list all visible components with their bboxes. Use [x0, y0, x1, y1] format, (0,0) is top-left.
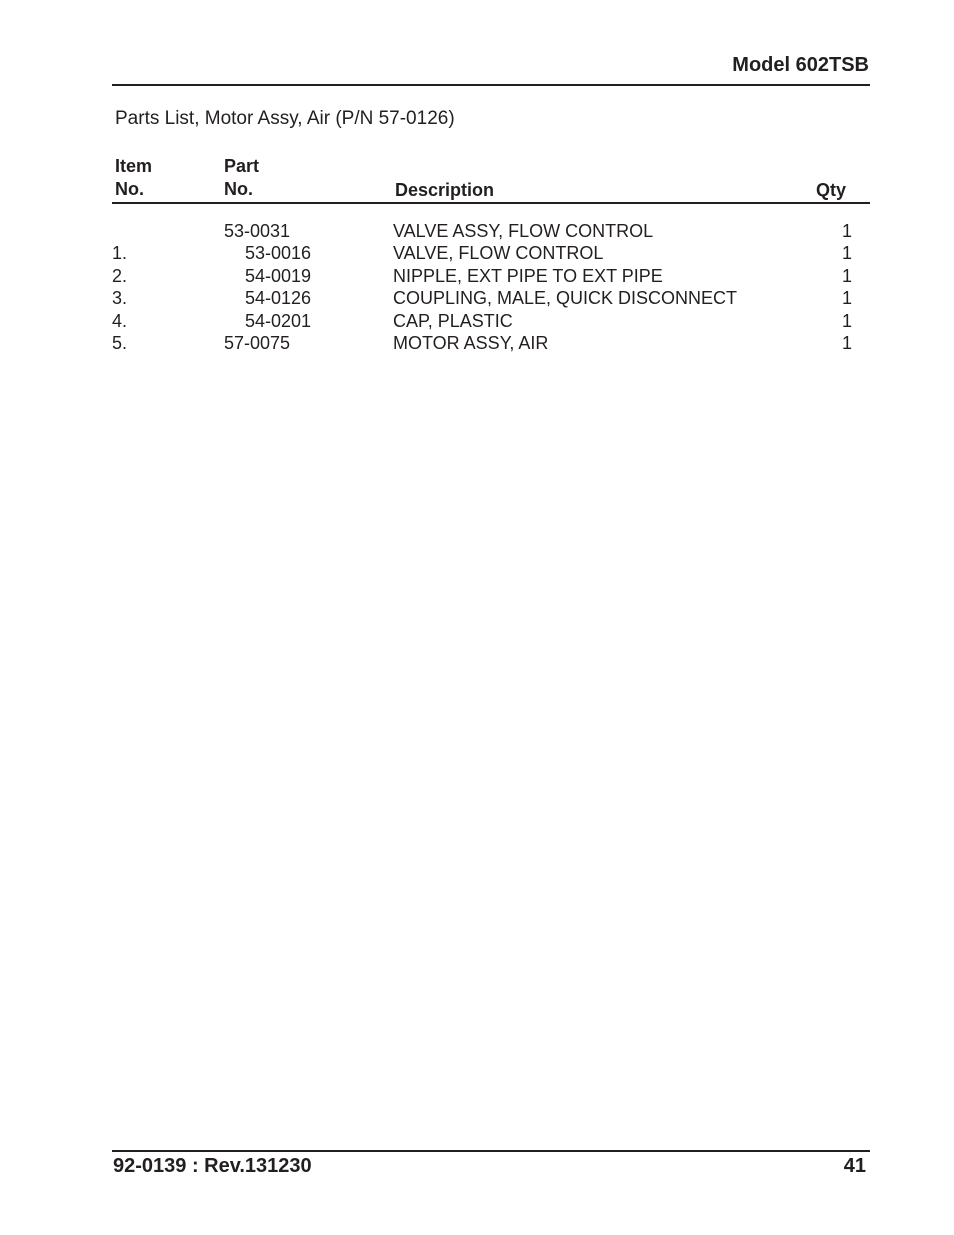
row-part-number: 54-0019 [245, 265, 312, 286]
table-row [0, 287, 954, 309]
section-title: Parts List, Motor Assy, Air (P/N 57-0126) [115, 108, 455, 129]
row-qty: 1 [842, 310, 853, 331]
column-header-part [224, 155, 259, 201]
column-header-item-line2: No. [115, 179, 144, 199]
column-header-description: Description [395, 180, 495, 200]
footer-document-revision: 92-0139 : Rev.131230 [113, 1155, 312, 1177]
row-item-number: 5. [112, 332, 128, 353]
footer-page-number: 41 [843, 1155, 866, 1177]
parts-table-body [0, 220, 954, 354]
table-row [0, 265, 954, 287]
column-header-qty: Qty [816, 180, 847, 200]
row-qty: 1 [842, 221, 853, 241]
row-description: VALVE ASSY, FLOW CONTROL [393, 221, 654, 241]
row-description: NIPPLE, EXT PIPE TO EXT PIPE [393, 265, 663, 286]
row-description: COUPLING, MALE, QUICK DISCONNECT [393, 288, 738, 309]
row-description: VALVE, FLOW CONTROL [393, 243, 604, 264]
table-header-divider [112, 202, 870, 204]
table-row [0, 242, 954, 264]
header-divider [112, 84, 870, 86]
row-qty: 1 [842, 288, 853, 309]
column-header-item [115, 155, 152, 201]
row-part-number: 57-0075 [224, 332, 291, 353]
page-header-model: Model 602TSB [732, 54, 869, 76]
row-part-number: 54-0201 [245, 310, 312, 331]
row-qty: 1 [842, 332, 853, 353]
table-row [0, 332, 954, 354]
table-row [0, 310, 954, 332]
row-item-number: 4. [112, 310, 128, 331]
row-part-number: 53-0016 [245, 243, 312, 264]
row-description: MOTOR ASSY, AIR [393, 332, 549, 353]
table-row [0, 220, 954, 242]
row-part-number: 53-0031 [224, 221, 291, 241]
row-item-number: 2. [112, 265, 128, 286]
footer-divider [112, 1150, 870, 1152]
row-description: CAP, PLASTIC [393, 310, 513, 331]
column-header-item-line1: Item [115, 156, 153, 176]
row-qty: 1 [842, 265, 853, 286]
row-qty: 1 [842, 243, 853, 264]
column-header-part-line2: No. [224, 179, 253, 199]
row-item-number: 3. [112, 288, 128, 309]
row-part-number: 54-0126 [245, 288, 312, 309]
column-header-part-line1: Part [224, 156, 260, 176]
row-item-number: 1. [112, 243, 128, 264]
